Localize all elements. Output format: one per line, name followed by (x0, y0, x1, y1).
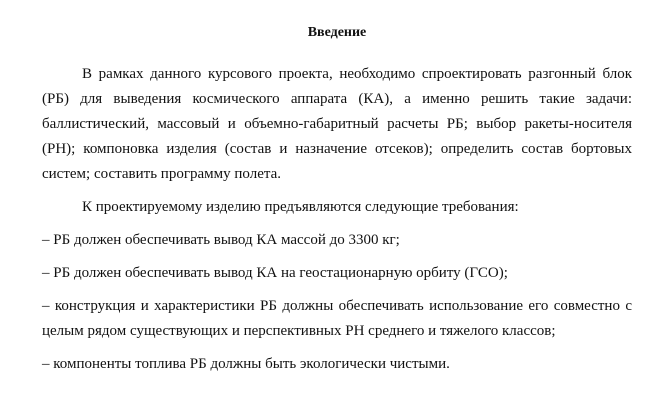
requirement-item: – РБ должен обеспечивать вывод КА массой до 3300 кг; (42, 232, 400, 248)
intro-paragraph: В рамках данного курсового проекта, необходимо спроектировать разгонный блок (РБ) для выведения космического аппарата (КА), а именно решить такие задачи: баллистический, массовый и объемно-габаритный расчеты РБ; выбор ракеты-носителя (РН); компоновка изделия (состав и назначение отсеков); определить состав бортовых систем; составить программу полета. (42, 66, 632, 182)
requirement-item: – конструкция и характеристики РБ должны обеспечивать использование его совместно с целым рядом существующих и перспективных РН среднего и тяжелого классов; (42, 298, 632, 339)
requirement-item: – РБ должен обеспечивать вывод КА на геостационарную орбиту (ГСО); (42, 265, 508, 281)
requirements-intro: К проектируемому изделию предъявляются следующие требования: (82, 199, 519, 215)
requirement-item: – компоненты топлива РБ должны быть экологически чистыми. (42, 356, 450, 372)
requirements-list (42, 228, 632, 377)
document-title: Введение (307, 25, 367, 40)
